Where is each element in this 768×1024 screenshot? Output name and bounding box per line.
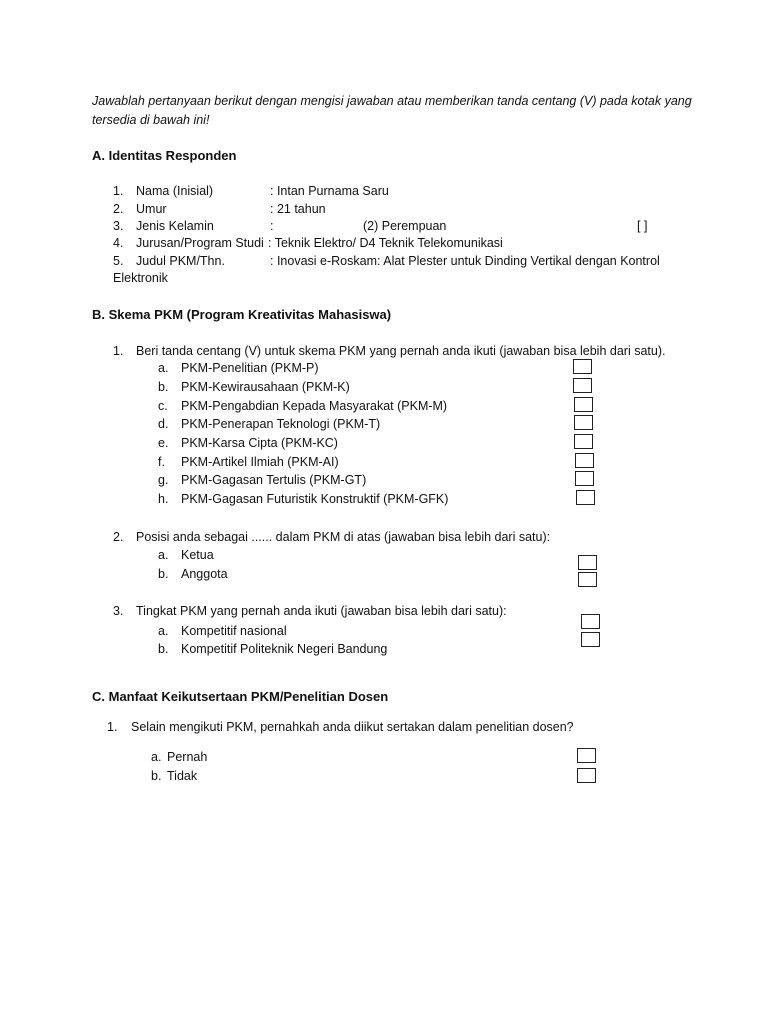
option-letter: f. xyxy=(158,455,165,469)
checkbox-anggota[interactable] xyxy=(578,572,597,587)
instructions-text: Jawablah pertanyaan berikut dengan mengisi jawaban atau memberikan tanda centang (V) pada kotak yang tersedia di bawah ini! xyxy=(92,94,692,127)
identity-value-title-continuation: Elektronik xyxy=(113,271,168,285)
option-letter: a. xyxy=(158,548,169,562)
identity-label-name: Nama (Inisial) xyxy=(136,184,214,198)
identity-num: 2. xyxy=(113,202,124,216)
question-number: 1. xyxy=(113,344,124,358)
question-text: Posisi anda sebagai ...... dalam PKM di atas (jawaban bisa lebih dari satu): xyxy=(136,530,551,544)
option-letter: a. xyxy=(151,750,162,764)
checkbox-pkm-kc[interactable] xyxy=(574,434,593,449)
identity-num: 5. xyxy=(113,254,124,268)
checkbox-tidak[interactable] xyxy=(577,768,596,783)
identity-value-major: : Teknik Elektro/ D4 Teknik Telekomunikasi xyxy=(268,236,503,250)
gender-option: (2) Perempuan xyxy=(363,219,447,233)
identity-value-title: : Inovasi e-Roskam: Alat Plester untuk Dinding Vertikal dengan Kontrol xyxy=(270,254,660,268)
option-letter: b. xyxy=(158,567,169,581)
option-label: PKM-Karsa Cipta (PKM-KC) xyxy=(181,436,338,450)
checkbox-pkm-t[interactable] xyxy=(574,415,593,430)
option-label: PKM-Penerapan Teknologi (PKM-T) xyxy=(181,417,381,431)
question-number: 3. xyxy=(113,604,124,618)
option-letter: h. xyxy=(158,492,169,506)
checkbox-pkm-gt[interactable] xyxy=(575,471,594,486)
option-letter: c. xyxy=(158,399,168,413)
checkbox-ketua[interactable] xyxy=(578,555,597,570)
section-a-title: A. Identitas Responden xyxy=(92,148,237,163)
option-label: Kompetitif nasional xyxy=(181,624,287,638)
identity-value-gender: : xyxy=(270,219,274,233)
option-label: PKM-Artikel Ilmiah (PKM-AI) xyxy=(181,455,339,469)
checkbox-kompetitif-polban[interactable] xyxy=(581,632,600,647)
option-label: PKM-Gagasan Tertulis (PKM-GT) xyxy=(181,473,367,487)
identity-label-gender: Jenis Kelamin xyxy=(136,219,214,233)
question-number: 2. xyxy=(113,530,124,544)
option-label: Kompetitif Politeknik Negeri Bandung xyxy=(181,642,388,656)
checkbox-pkm-k[interactable] xyxy=(573,378,592,393)
option-label: Tidak xyxy=(167,769,198,783)
identity-value-age: : 21 tahun xyxy=(270,202,326,216)
question-text: Tingkat PKM yang pernah anda ikuti (jawaban bisa lebih dari satu): xyxy=(136,604,507,618)
option-letter: d. xyxy=(158,417,169,431)
identity-label-age: Umur xyxy=(136,202,167,216)
option-letter: b. xyxy=(158,380,169,394)
option-label: PKM-Penelitian (PKM-P) xyxy=(181,361,319,375)
section-c-title: C. Manfaat Keikutsertaan PKM/Penelitian Dosen xyxy=(92,689,389,704)
gender-checkbox-bracket[interactable]: [ ] xyxy=(637,219,648,233)
option-label: Pernah xyxy=(167,750,208,764)
checkbox-pernah[interactable] xyxy=(577,748,596,763)
option-letter: e. xyxy=(158,436,169,450)
identity-label-major: Jurusan/Program Studi xyxy=(136,236,264,250)
question-text: Beri tanda centang (V) untuk skema PKM yang pernah anda ikuti (jawaban bisa lebih dari satu). xyxy=(136,344,666,358)
option-letter: a. xyxy=(158,361,169,375)
checkbox-pkm-p[interactable] xyxy=(573,359,592,374)
option-label: PKM-Pengabdian Kepada Masyarakat (PKM-M) xyxy=(181,399,448,413)
checkbox-pkm-m[interactable] xyxy=(574,397,593,412)
identity-num: 3. xyxy=(113,219,124,233)
checkbox-kompetitif-nasional[interactable] xyxy=(581,614,600,629)
option-letter: a. xyxy=(158,624,169,638)
option-letter: b. xyxy=(158,642,169,656)
option-label: Ketua xyxy=(181,548,214,562)
section-b-title: B. Skema PKM (Program Kreativitas Mahasiswa) xyxy=(92,307,392,322)
identity-label-title: Judul PKM/Thn. xyxy=(136,254,225,268)
identity-num: 1. xyxy=(113,184,124,198)
option-letter: b. xyxy=(151,769,162,783)
question-number: 1. xyxy=(107,720,118,734)
option-label: PKM-Kewirausahaan (PKM-K) xyxy=(181,380,350,394)
option-label: PKM-Gagasan Futuristik Konstruktif (PKM-GFK) xyxy=(181,492,449,506)
question-text: Selain mengikuti PKM, pernahkah anda diikut sertakan dalam penelitian dosen? xyxy=(131,720,574,734)
option-letter: g. xyxy=(158,473,169,487)
identity-num: 4. xyxy=(113,236,124,250)
option-label: Anggota xyxy=(181,567,228,581)
checkbox-pkm-gfk[interactable] xyxy=(576,490,595,505)
identity-value-name: : Intan Purnama Saru xyxy=(270,184,389,198)
checkbox-pkm-ai[interactable] xyxy=(575,453,594,468)
